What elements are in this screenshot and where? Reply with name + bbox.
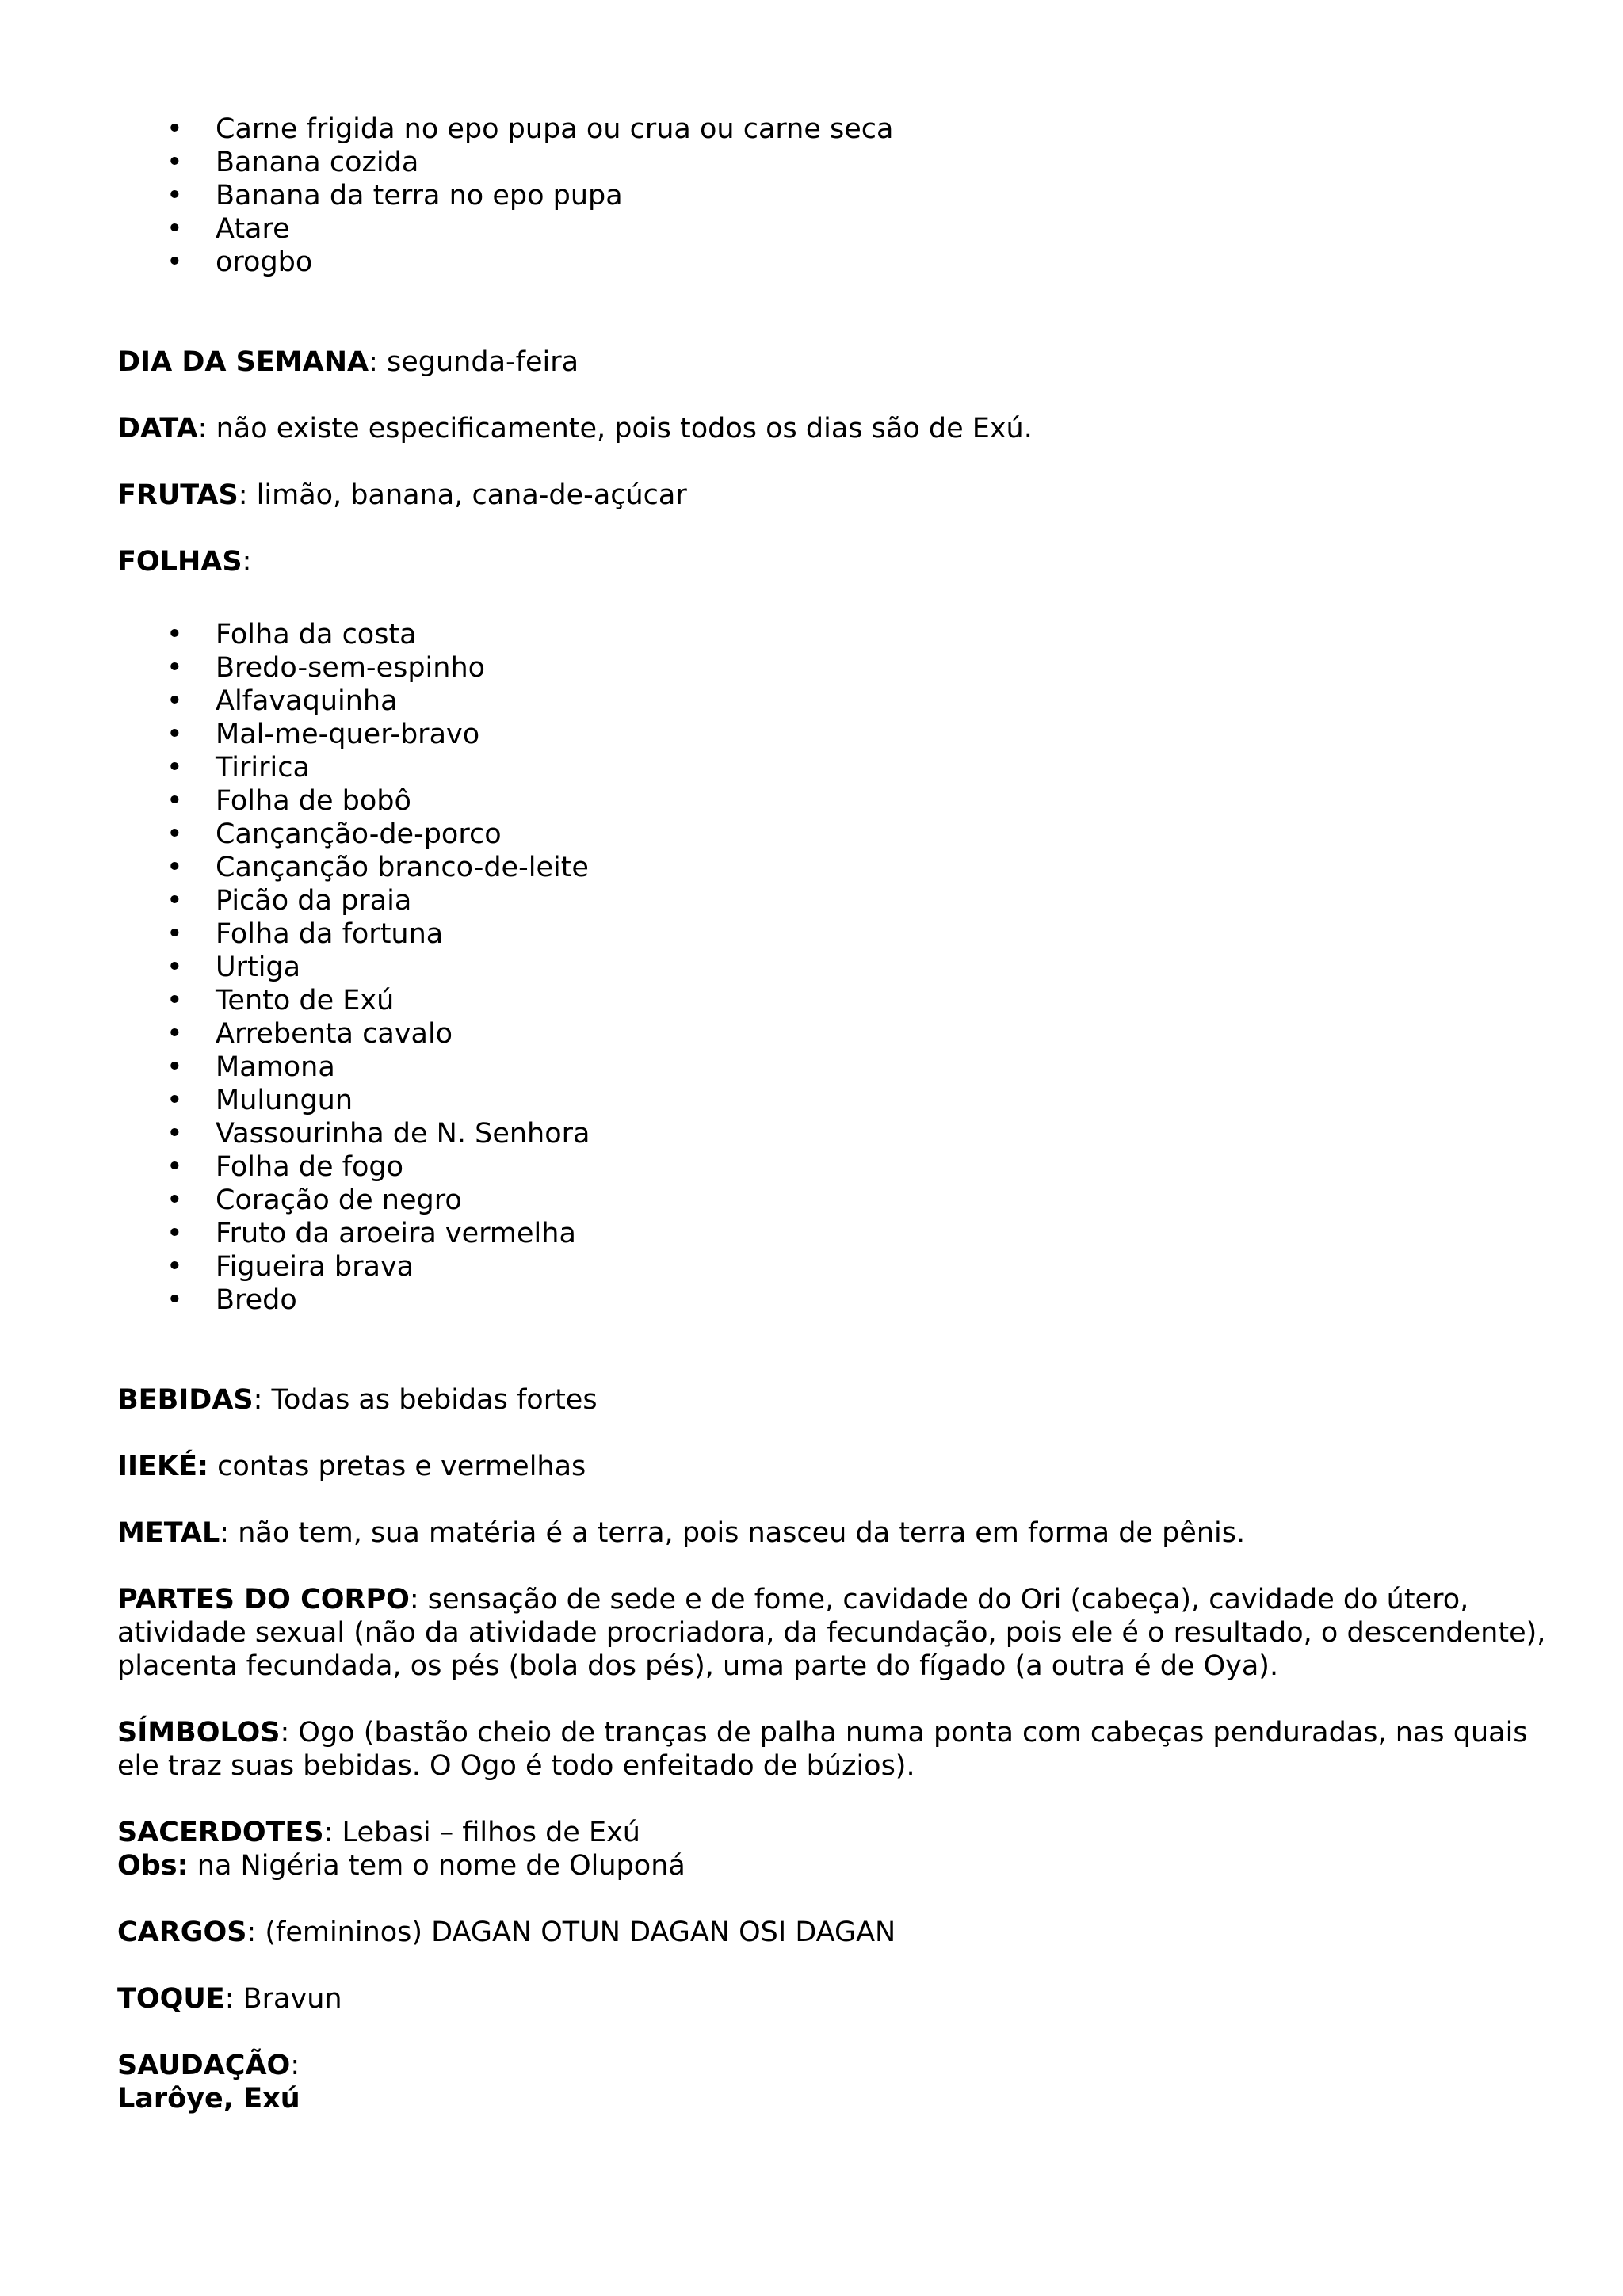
ileke-line: IIEKÉ: contas pretas e vermelhas [117, 1451, 586, 1482]
toque-line: TOQUE: Bravun [117, 1983, 342, 2015]
offerings-list [117, 113, 1536, 279]
list-item: • Banana da terra no epo pupa [166, 180, 623, 212]
list-item: • Folha da costa [166, 619, 417, 650]
bullet-icon: • [166, 852, 183, 883]
list-item: • Tiririca [166, 752, 310, 784]
list-item: • Cançanção branco-de-leite [166, 852, 589, 883]
bullet-icon: • [166, 180, 183, 212]
list-item: • Coração de negro [166, 1184, 462, 1216]
spacer [117, 1882, 1536, 1916]
sacerdotes-line: SACERDOTES: Lebasi – filhos de Exú [117, 1817, 640, 1848]
saudacao-line: SAUDAÇÃO: [117, 2050, 300, 2081]
spacer [117, 2016, 1536, 2049]
bullet-icon: • [166, 818, 183, 850]
bullet-icon: • [166, 1085, 183, 1116]
bullet-icon: • [166, 952, 183, 983]
list-item: • Arrebenta cavalo [166, 1018, 453, 1050]
bullet-icon: • [166, 785, 183, 817]
list-item: • Bredo [166, 1284, 297, 1316]
spacer [117, 1417, 1536, 1450]
bullet-icon: • [166, 918, 183, 950]
list-item: • Picão da praia [166, 885, 412, 917]
folhas-heading: FOLHAS: [117, 546, 252, 578]
list-item: • Carne frigida no epo pupa ou crua ou carne seca [166, 113, 894, 145]
bullet-icon: • [166, 1218, 183, 1249]
metal-line: METAL: não tem, sua matéria é a terra, pois nasceu da terra em forma de pênis. [117, 1517, 1246, 1549]
list-item: • Figueira brava [166, 1251, 414, 1283]
bullet-icon: • [166, 685, 183, 717]
list-item: • Folha de fogo [166, 1151, 404, 1183]
spacer [117, 379, 1536, 412]
list-item: • Folha de bobô [166, 785, 411, 817]
list-item: • Atare [166, 213, 290, 245]
spacer [117, 578, 1536, 618]
simbolos-paragraph: SÍMBOLOS: Ogo (bastão cheio de tranças de palha numa ponta com cabeças penduradas, nas quais ele traz suas bebidas. O Ogo é todo enfeitado de búzios). [117, 1717, 1528, 1782]
spacer [117, 1317, 1536, 1383]
spacer [117, 445, 1536, 479]
data-line: DATA: não existe especificamente, pois todos os dias são de Exú. [117, 413, 1033, 444]
spacer [117, 279, 1536, 345]
bullet-icon: • [166, 985, 183, 1016]
list-item: • Cançanção-de-porco [166, 818, 502, 850]
bebidas-line: BEBIDAS: Todas as bebidas fortes [117, 1384, 598, 1416]
list-item: • Vassourinha de N. Senhora [166, 1118, 590, 1150]
bullet-icon: • [166, 246, 183, 278]
bullet-icon: • [166, 213, 183, 245]
bullet-icon: • [166, 1018, 183, 1050]
bullet-icon: • [166, 619, 183, 650]
list-item: • orogbo [166, 246, 313, 278]
bullet-icon: • [166, 147, 183, 178]
bullet-icon: • [166, 719, 183, 750]
list-item: • Folha da fortuna [166, 918, 444, 950]
cargos-line: CARGOS: (femininos) DAGAN OTUN DAGAN OSI DAGAN [117, 1917, 896, 1948]
bullet-icon: • [166, 885, 183, 917]
bullet-icon: • [166, 1284, 183, 1316]
list-item: • Urtiga [166, 952, 301, 983]
spacer [117, 512, 1536, 545]
bullet-icon: • [166, 1118, 183, 1150]
list-item: • Mamona [166, 1051, 335, 1083]
list-item: • Mulungun [166, 1085, 353, 1116]
list-item: • Alfavaquinha [166, 685, 398, 717]
dia-da-semana-line: DIA DA SEMANA: segunda-feira [117, 346, 579, 378]
spacer [117, 1550, 1536, 1583]
partes-do-corpo-paragraph: PARTES DO CORPO: sensação de sede e de fome, cavidade do Ori (cabeça), cavidade do útero, atividade sexual (não da atividade procriadora, da fecundação, pois ele é o resultado, o descendente), placenta fecundada, os pés (bola dos pés), uma parte do fígado (a outra é de Oya). [117, 1584, 1546, 1682]
list-item: • Mal-me-quer-bravo [166, 719, 480, 750]
bullet-icon: • [166, 113, 183, 145]
frutas-line: FRUTAS: limão, banana, cana-de-açúcar [117, 479, 687, 511]
bullet-icon: • [166, 1251, 183, 1283]
bullet-icon: • [166, 752, 183, 784]
list-item: • Banana cozida [166, 147, 419, 178]
spacer [117, 1783, 1536, 1816]
list-item: • Bredo-sem-espinho [166, 652, 486, 684]
spacer [117, 1683, 1536, 1716]
bullet-icon: • [166, 1051, 183, 1083]
list-item: • Tento de Exú [166, 985, 395, 1016]
bullet-icon: • [166, 1151, 183, 1183]
saudacao-greeting: Larôye, Exú [117, 2083, 300, 2115]
folhas-list [117, 618, 1536, 1317]
bullet-icon: • [166, 652, 183, 684]
spacer [117, 1483, 1536, 1516]
obs-line: Obs: na Nigéria tem o nome de Oluponá [117, 1850, 685, 1882]
document-content [117, 113, 1546, 2115]
spacer [117, 1949, 1536, 1982]
list-item: • Fruto da aroeira vermelha [166, 1218, 576, 1249]
bullet-icon: • [166, 1184, 183, 1216]
